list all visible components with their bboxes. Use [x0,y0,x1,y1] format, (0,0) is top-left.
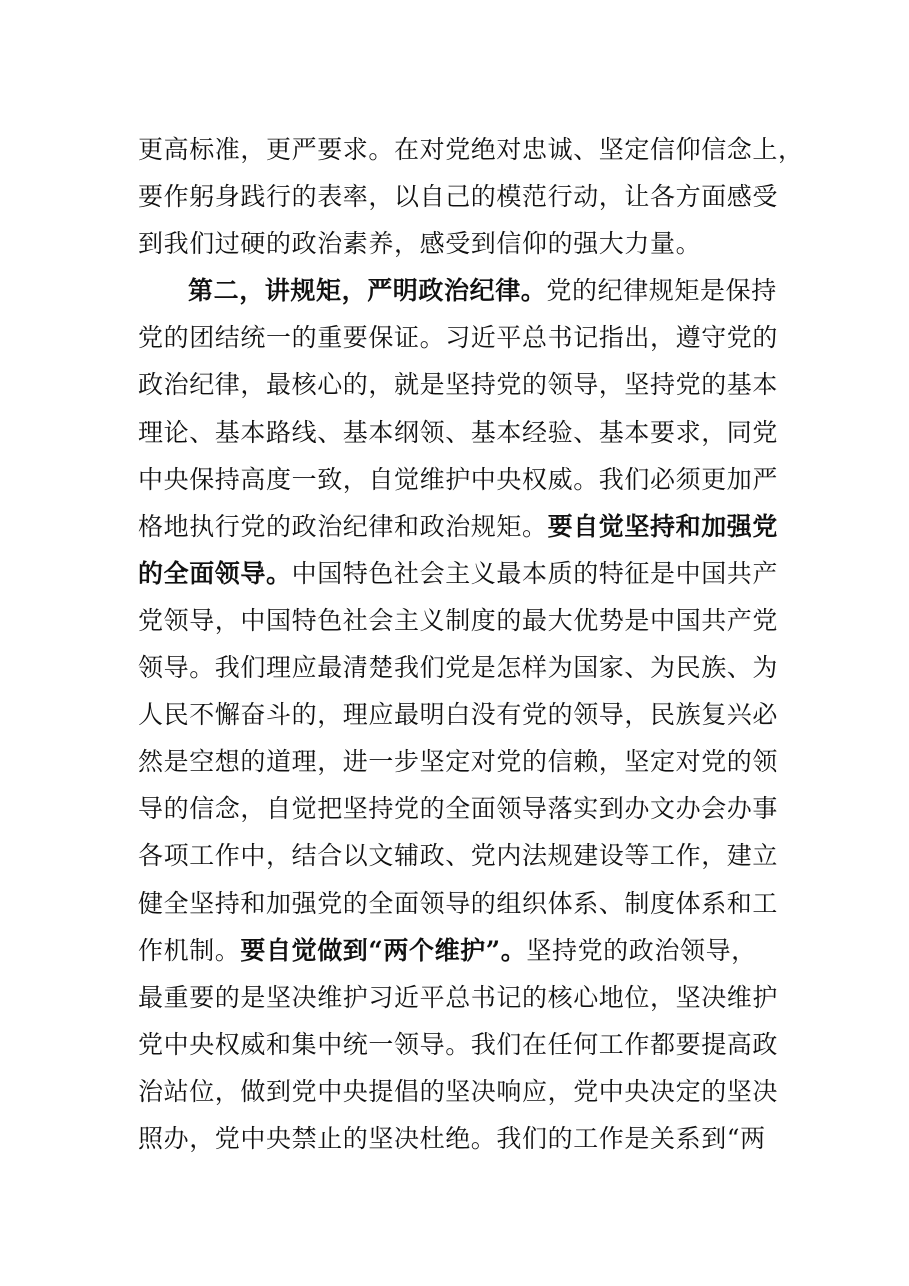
text-line [138,173,779,220]
bold-heading-text: 第二，讲规矩，严明政治纪律。 [188,276,547,306]
text-line [138,644,779,691]
text-line [138,409,779,456]
text-line [138,927,757,974]
text-line [138,1115,766,1162]
body-text: 治站位，做到党中央提倡的坚决响应，党中央决定的坚决 [138,1076,779,1106]
text-line [138,1068,779,1115]
bold-heading-text: 的全面领导。 [138,558,292,588]
body-text: 中央保持高度一致，自觉维护中央权威。我们必须更加严 [138,464,779,494]
body-text: 格地执行党的政治纪律和政治规矩。 [138,511,548,541]
body-text: 要作躬身践行的表率，以自己的模范行动，让各方面感受 [138,182,779,212]
text-line [138,456,779,503]
text-line [138,126,804,173]
text-line [138,832,779,879]
text-line [138,1021,779,1068]
body-text: 更高标准，更严要求。在对党绝对忠诚、坚定信仰信念上， [138,135,804,164]
text-line [138,880,779,927]
body-text: 政治纪律，最核心的，就是坚持党的领导，坚持党的基本 [138,370,779,400]
text-line [138,550,779,597]
text-line [138,597,779,644]
body-text: 到我们过硬的政治素养，感受到信仰的强大力量。 [138,229,702,259]
text-line [138,220,750,267]
body-text: 照办，党中央禁止的坚决杜绝。我们的工作是关系到“两 [138,1123,766,1153]
body-text: 人民不懈奋斗的，理应最明白没有党的领导，民族复兴必 [138,700,779,730]
body-text: 然是空想的道理，进一步坚定对党的信赖，坚定对党的领 [138,747,779,777]
document-body [138,126,804,1162]
body-text: 党的纪律规矩是保持 [546,276,777,306]
text-line [138,691,779,738]
body-text: 作机制。 [138,935,241,965]
bold-heading-text: 要自觉坚持和加强党 [547,511,779,541]
text-line [138,267,777,314]
text-line [138,785,779,832]
bold-heading-text: 要自觉做到“两个维护”。 [240,935,527,965]
body-text: 坚持党的政治领导， [526,935,757,965]
body-text: 党中央权威和集中统一领导。我们在任何工作都要提高政 [138,1029,779,1059]
body-text: 中国特色社会主义最本质的特征是中国共产 [291,558,779,588]
text-line [138,314,779,361]
body-text: 最重要的是坚决维护习近平总书记的核心地位，坚决维护 [138,982,779,1012]
text-line [138,361,779,408]
body-text: 党的团结统一的重要保证。习近平总书记指出，遵守党的 [138,323,779,353]
body-text: 党领导，中国特色社会主义制度的最大优势是中国共产党 [138,605,779,635]
text-line [138,974,779,1021]
body-text: 领导。我们理应最清楚我们党是怎样为国家、为民族、为 [138,653,779,683]
body-text: 导的信念，自觉把坚持党的全面领导落实到办文办会办事 [138,794,779,824]
body-text: 理论、基本路线、基本纲领、基本经验、基本要求，同党 [138,417,779,447]
body-text: 健全坚持和加强党的全面领导的组织体系、制度体系和工 [138,888,779,918]
body-text: 各项工作中，结合以文辅政、党内法规建设等工作，建立 [138,841,779,871]
text-line [138,738,779,785]
text-line [138,503,779,550]
